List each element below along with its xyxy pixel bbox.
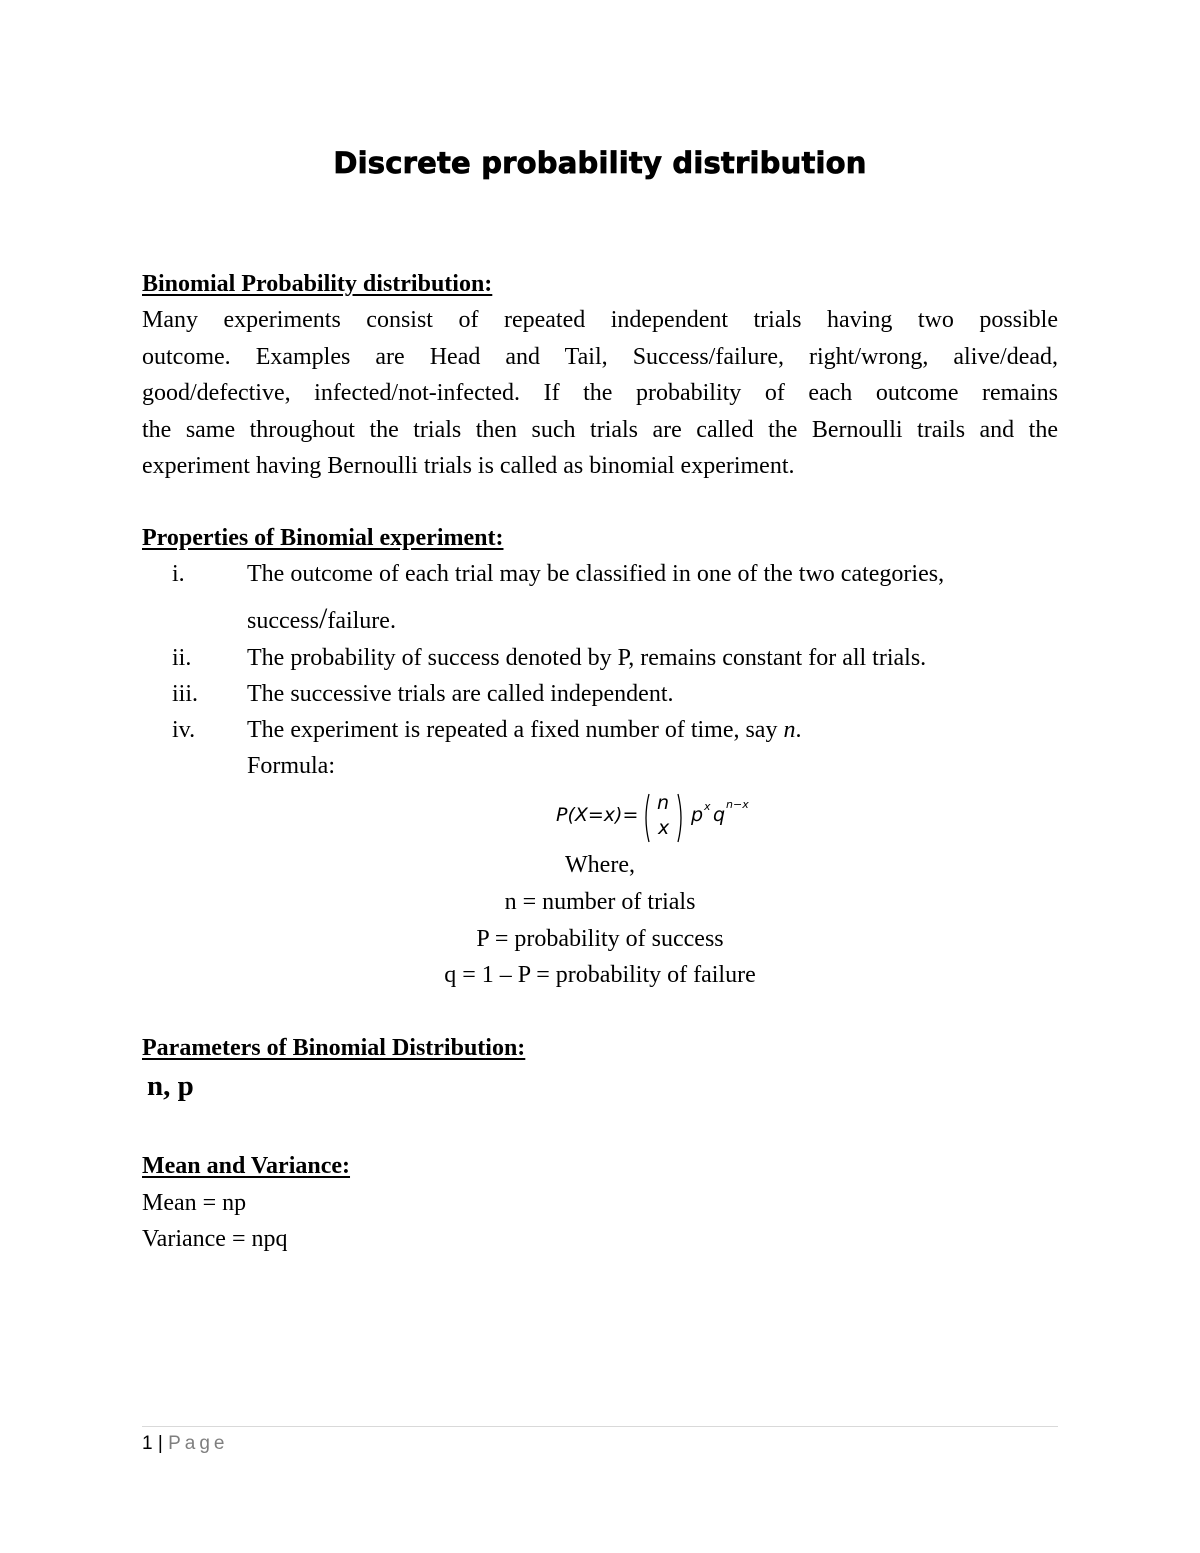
page-label: Page [168,1433,229,1454]
continuation-word: failure. [327,608,396,634]
list-item-text [247,717,801,744]
page-footer [142,1433,228,1455]
list-item-number: ii. [172,645,192,671]
where-label: Where, [565,852,635,878]
parameters-heading: Parameters of Binomial Distribution: [142,1035,526,1061]
binomial-heading: Binomial Probability distribution: [142,271,493,297]
list-item-text: The outcome of each trial may be classified in one of the two categories, [247,561,945,587]
list-item-number: i. [172,561,185,587]
variable-n: n [783,717,796,743]
where-line: P = probability of success [476,926,724,952]
formula-lhs: P(X=x)= [556,804,639,826]
slash-glyph: / [318,602,328,635]
mean-variance-heading: Mean and Variance: [142,1153,351,1179]
properties-heading: Properties of Binomial experiment: [142,525,504,551]
paragraph-line: the same throughout the trials then such trials are called the Bernoulli trails and the [142,416,1058,443]
binomial-paragraph [142,302,1058,485]
formula-q-exponent: n−x [726,798,749,811]
list-item-continuation [247,602,396,636]
paragraph-line: experiment having Bernoulli trials is called as binomial experiment. [142,453,795,479]
list-item-number: iv. [172,717,196,743]
parameters-value: n, p [147,1070,194,1102]
variance-formula: Variance = npq [142,1226,288,1252]
page-number: 1 [142,1433,153,1454]
list-item-text: The successive trials are called independent. [247,681,674,707]
formula-p: p [691,804,704,826]
continuation-word: success [247,608,319,634]
formula-label: Formula: [247,753,335,779]
paragraph-line: good/defective, infected/not-infected. If the probability of each outcome remains [142,380,1058,406]
mean-formula: Mean = np [142,1190,247,1216]
formula-p-exponent: x [704,800,711,813]
paragraph-line: outcome. Examples are Head and Tail, Success/failure, right/wrong, alive/dead, [142,343,1058,370]
binom-top: n [657,792,670,814]
where-line: q = 1 – P = probability of failure [444,962,756,988]
list-item-text: The probability of success denoted by P, remains constant for all trials. [247,645,927,671]
list-item-text-part: The experiment is repeated a fixed number of time, say [247,717,784,743]
footer-separator: | [152,1433,169,1454]
document-title: Discrete probability distribution [333,146,867,180]
list-item-text-part: . [795,717,802,743]
paragraph-line: Many experiments consist of repeated independent trials having two possible [142,307,1058,333]
binom-bottom: x [658,817,670,839]
binomial-formula [556,790,816,846]
list-item-number: iii. [172,681,199,707]
where-line: n = number of trials [504,889,696,915]
formula-q: q [713,804,726,826]
footer-divider [142,1426,1058,1427]
